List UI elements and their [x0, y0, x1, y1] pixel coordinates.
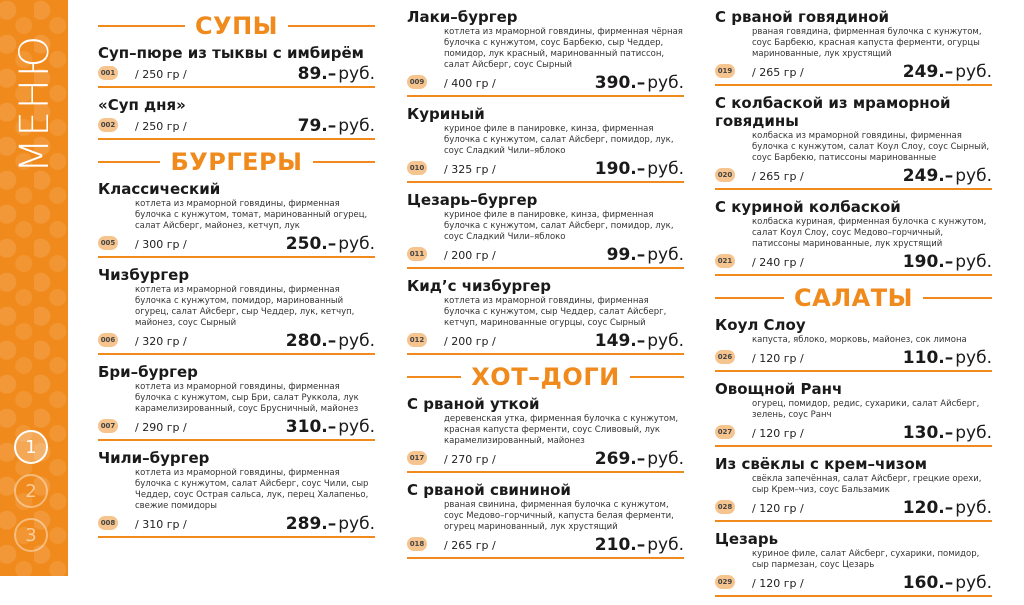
item-description: котлета из мраморной говядины, фирменная булочка с кунжутом, помидор, маринованный огурец, салат Айсберг, сыр Чеддер, лук, кетчуп, майонез, соус Сырный [135, 285, 355, 328]
item-price: 130.– [902, 423, 954, 443]
currency-label: руб. [647, 245, 684, 265]
item-price-row [407, 157, 684, 179]
item-price: 310.– [285, 417, 337, 437]
item-price-row [715, 250, 992, 272]
menu-item [715, 198, 992, 276]
item-price: 280.– [285, 331, 337, 351]
item-description: рваная свинина, фирменная булочка с кунжутом, соус Медово–горчичный, капуста белая ферменти, огурец маринованный, лук хрустящий [444, 500, 674, 532]
menu-column-2 [407, 8, 684, 567]
item-weight: / 325 гр / [444, 163, 496, 176]
item-description: котлета из мраморной говядины, фирменная булочка с кунжутом, сыр Чеддер, салат Айсберг, кетчуп, маринованные огурцы, соус Сырный [444, 296, 667, 328]
item-number-badge: 001 [98, 66, 118, 80]
menu-item [407, 395, 684, 473]
item-description: рваная говядина, фирменная булочка с кунжутом, соус Барбекю, красная капуста ферменти, огурцы маринованные, лук хрустящий [752, 27, 982, 59]
item-number-badge: 009 [407, 75, 427, 89]
item-name: Суп–пюре из тыквы с имбирём [98, 44, 364, 62]
item-description: деревенская утка, фирменная булочка с кунжутом, красная капуста ферменти, соус Сливовый, лук карамелизированный, майонез [444, 414, 679, 446]
item-price-row [715, 346, 992, 368]
menu-column-1 [98, 8, 375, 546]
item-price-row [407, 243, 684, 265]
item-price-row [98, 329, 375, 351]
item-price: 99.– [606, 245, 646, 265]
page-button-1[interactable]: 1 [14, 430, 48, 464]
currency-label: руб. [955, 423, 992, 443]
item-name: Коул Слоу [715, 316, 806, 334]
item-price-row [715, 496, 992, 518]
item-price-row [407, 71, 684, 93]
item-name: С рваной уткой [407, 395, 540, 413]
item-number-badge: 020 [715, 168, 735, 182]
item-price: 160.– [902, 573, 954, 593]
item-price: 110.– [902, 348, 954, 368]
currency-label: руб. [338, 514, 375, 534]
page-navigation [14, 430, 54, 562]
item-description: колбаска из мраморной говядины, фирменная булочка с кунжутом, салат Коул Слоу, соус Сырный, соус Барбекю, патиссоны маринованные [752, 131, 990, 163]
item-name: Цезарь [715, 530, 779, 548]
item-name: Бри–бургер [98, 363, 198, 381]
item-number-badge: 002 [98, 118, 118, 132]
menu-item [98, 180, 375, 258]
item-description: куриное филе в панировке, кинза, фирменная булочка с кунжутом, салат Айсберг, помидор, лук, соус Сладкий Чили–яблоко [444, 124, 674, 156]
menu-item [98, 44, 375, 88]
item-price: 210.– [594, 535, 646, 555]
currency-label: руб. [647, 73, 684, 93]
item-weight: / 240 гр / [752, 256, 804, 269]
item-price-row [715, 421, 992, 443]
item-weight: / 310 гр / [135, 518, 187, 531]
section-header [407, 363, 684, 391]
item-description: котлета из мраморной говядины, фирменная булочка с кунжутом, салат Айсберг, соус Чили, сыр Чеддер, соус Острая сальса, лук, перец Халапеньо, свежие помидоры [135, 468, 369, 511]
item-weight: / 265 гр / [444, 539, 496, 552]
item-price: 89.– [297, 64, 337, 84]
section-divider [923, 297, 992, 299]
item-price: 149.– [594, 331, 646, 351]
item-price-row [715, 164, 992, 186]
item-weight: / 290 гр / [135, 421, 187, 434]
item-name: Овощной Ранч [715, 380, 843, 398]
item-name: Из свёклы с крем–чизом [715, 455, 928, 473]
item-weight: / 250 гр / [135, 68, 187, 81]
menu-item [98, 449, 375, 538]
item-description: куриное филе, салат Айсберг, сухарики, помидор, сыр пармезан, соус Цезарь [752, 549, 980, 570]
item-description: капуста, яблоко, морковь, майонез, сок лимона [752, 335, 967, 345]
item-weight: / 120 гр / [752, 352, 804, 365]
item-description: куриное филе в панировке, кинза, фирменная булочка с кунжутом, салат Айсберг, помидор, лук, соус Сладкий Чили–яблоко [444, 210, 674, 242]
item-number-badge: 026 [715, 350, 735, 364]
item-name: Куриный [407, 105, 485, 123]
currency-label: руб. [338, 417, 375, 437]
item-price-row [715, 60, 992, 82]
item-price-row [98, 512, 375, 534]
currency-label: руб. [955, 62, 992, 82]
item-name: С куриной колбаской [715, 198, 901, 216]
item-weight: / 300 гр / [135, 238, 187, 251]
currency-label: руб. [338, 234, 375, 254]
section-divider [288, 25, 375, 27]
item-price: 249.– [902, 166, 954, 186]
item-name: С колбаской из мраморной говядины [715, 94, 951, 130]
currency-label: руб. [955, 573, 992, 593]
item-weight: / 320 гр / [135, 335, 187, 348]
currency-label: руб. [338, 64, 375, 84]
item-number-badge: 028 [715, 500, 735, 514]
item-weight: / 200 гр / [444, 249, 496, 262]
section-title: БУРГЕРЫ [170, 148, 303, 176]
menu-item [98, 96, 375, 140]
menu-item [407, 105, 684, 183]
currency-label: руб. [647, 331, 684, 351]
item-name: Кид’с чизбургер [407, 277, 551, 295]
section-header [98, 12, 375, 40]
currency-label: руб. [338, 331, 375, 351]
menu-item [715, 316, 992, 372]
currency-label: руб. [647, 535, 684, 555]
item-weight: / 265 гр / [752, 170, 804, 183]
item-name: Чили–бургер [98, 449, 210, 467]
item-price-row [98, 114, 375, 136]
item-weight: / 400 гр / [444, 77, 496, 90]
menu-item [715, 530, 992, 597]
section-header [715, 284, 992, 312]
item-name: «Суп дня» [98, 96, 186, 114]
item-description: котлета из мраморной говядины, фирменная чёрная булочка с кунжутом, соус Барбекю, сыр Чеддер, помидор, лук красный, маринованный патиссон, салат Айсберг, соус Сырный [444, 27, 683, 70]
item-weight: / 120 гр / [752, 427, 804, 440]
item-number-badge: 011 [407, 247, 427, 261]
item-price-row [407, 329, 684, 351]
item-number-badge: 007 [98, 419, 118, 433]
section-title: СУПЫ [194, 12, 279, 40]
section-divider [715, 297, 784, 299]
item-price-row [98, 62, 375, 84]
item-number-badge: 010 [407, 161, 427, 175]
menu-item [715, 380, 992, 447]
menu-item [407, 481, 684, 559]
item-price-row [98, 415, 375, 437]
item-description: огурец, помидор, редис, сухарики, салат Айсберг, зелень, соус Ранч [752, 399, 980, 420]
item-price-row [407, 447, 684, 469]
item-number-badge: 006 [98, 333, 118, 347]
item-price: 190.– [902, 252, 954, 272]
item-weight: / 270 гр / [444, 453, 496, 466]
item-name: С рваной свининой [407, 481, 571, 499]
currency-label: руб. [955, 498, 992, 518]
item-number-badge: 029 [715, 575, 735, 589]
menu-item [715, 455, 992, 522]
item-number-badge: 027 [715, 425, 735, 439]
item-number-badge: 012 [407, 333, 427, 347]
menu-item [98, 266, 375, 355]
item-number-badge: 021 [715, 254, 735, 268]
item-name: С рваной говядиной [715, 8, 890, 26]
section-divider [630, 376, 684, 378]
item-price-row [98, 232, 375, 254]
item-weight: / 120 гр / [752, 502, 804, 515]
item-weight: / 265 гр / [752, 66, 804, 79]
menu-item [98, 363, 375, 441]
menu-item [407, 8, 684, 97]
item-price: 190.– [594, 159, 646, 179]
item-name: Лаки–бургер [407, 8, 518, 26]
item-price-row [715, 571, 992, 593]
item-number-badge: 017 [407, 451, 427, 465]
item-weight: / 250 гр / [135, 120, 187, 133]
item-price: 390.– [594, 73, 646, 93]
item-description: котлета из мраморной говядины, фирменная булочка с кунжутом, сыр Бри, салат Руккола, лук карамелизированный, соус Брусничный, майонез [135, 382, 359, 414]
item-name: Цезарь–бургер [407, 191, 538, 209]
item-number-badge: 018 [407, 537, 427, 551]
item-price: 120.– [902, 498, 954, 518]
menu-item [407, 277, 684, 355]
page-button-3[interactable]: 3 [14, 518, 48, 552]
item-weight: / 120 гр / [752, 577, 804, 590]
menu-item [715, 8, 992, 86]
menu-title: МЕНЮ [12, 33, 58, 173]
menu-item [715, 94, 992, 190]
page-button-2[interactable]: 2 [14, 474, 48, 508]
section-header [98, 148, 375, 176]
currency-label: руб. [955, 348, 992, 368]
item-description: свёкла запечённая, салат Айсберг, грецкие орехи, сыр Крем–чиз, соус Бальзамик [752, 474, 982, 495]
section-divider [98, 161, 160, 163]
item-weight: / 200 гр / [444, 335, 496, 348]
section-divider [313, 161, 375, 163]
item-price: 79.– [297, 116, 337, 136]
item-number-badge: 008 [98, 516, 118, 530]
section-divider [407, 376, 461, 378]
currency-label: руб. [647, 449, 684, 469]
section-title: САЛАТЫ [794, 284, 913, 312]
item-price: 289.– [285, 514, 337, 534]
item-description: котлета из мраморной говядины, фирменная булочка с кунжутом, томат, маринованный огурец, салат Айсберг, майонез, кетчуп, лук [135, 199, 368, 231]
currency-label: руб. [338, 116, 375, 136]
currency-label: руб. [955, 252, 992, 272]
item-description: колбаска куриная, фирменная булочка с кунжутом, салат Коул Слоу, соус Медово–горчичный, патиссоны маринованные, лук хрустящий [752, 217, 987, 249]
menu-column-3 [715, 8, 992, 605]
item-name: Чизбургер [98, 266, 190, 284]
item-name: Классический [98, 180, 221, 198]
item-price: 249.– [902, 62, 954, 82]
currency-label: руб. [647, 159, 684, 179]
item-price: 269.– [594, 449, 646, 469]
section-divider [98, 25, 185, 27]
menu-item [407, 191, 684, 269]
currency-label: руб. [955, 166, 992, 186]
sidebar [0, 0, 68, 576]
item-price-row [407, 533, 684, 555]
item-number-badge: 019 [715, 64, 735, 78]
item-number-badge: 005 [98, 236, 118, 250]
section-title: ХОТ–ДОГИ [471, 363, 620, 391]
item-price: 250.– [285, 234, 337, 254]
